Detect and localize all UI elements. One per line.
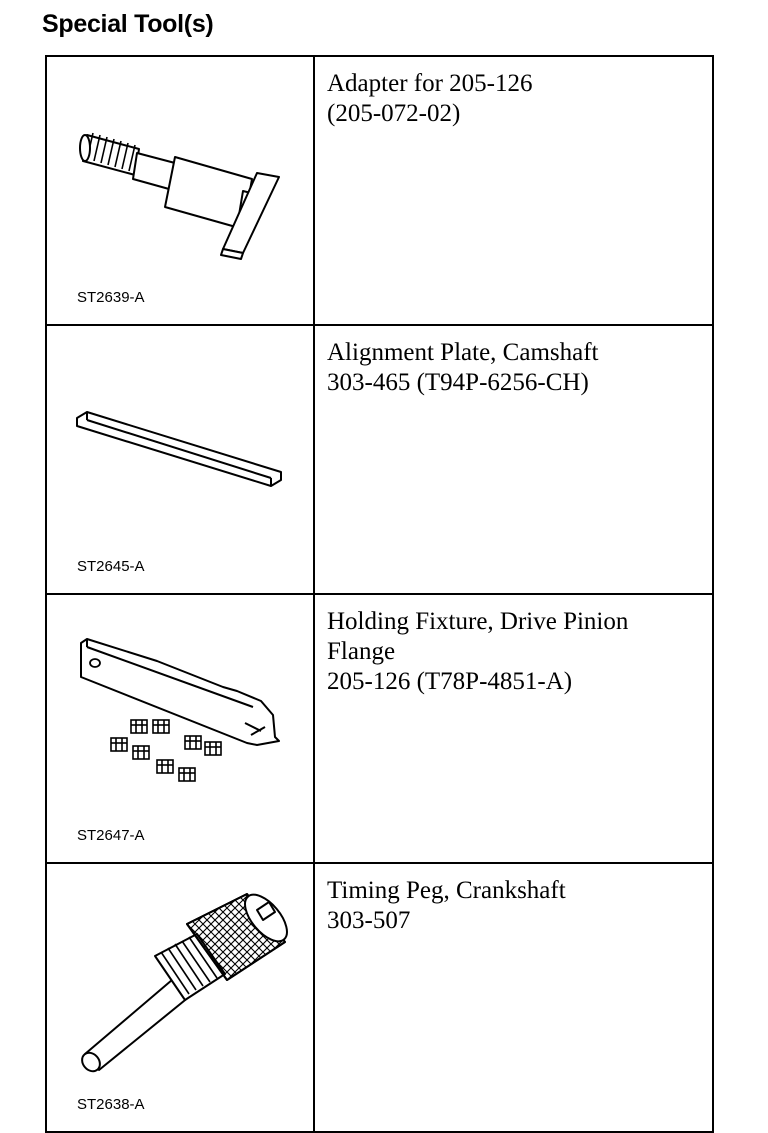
tool-description-cell <box>314 594 713 863</box>
tool-code: ST2647-A <box>77 827 145 844</box>
alignment-plate-icon <box>47 326 313 581</box>
table-row <box>46 325 713 594</box>
tool-image-cell <box>46 56 314 325</box>
threaded-adapter-icon <box>47 57 313 312</box>
tool-description-cell <box>314 56 713 325</box>
tool-description-cell <box>314 325 713 594</box>
holding-fixture-icon <box>47 595 313 850</box>
tool-image-cell <box>46 863 314 1132</box>
table-row <box>46 863 713 1132</box>
tool-code: ST2645-A <box>77 558 145 575</box>
tool-name: Timing Peg, Crankshaft <box>327 877 566 904</box>
tool-code: ST2638-A <box>77 1096 145 1113</box>
tool-name-continued: Flange <box>327 638 396 665</box>
tool-description-cell <box>314 863 713 1132</box>
tool-code: ST2639-A <box>77 289 145 306</box>
tool-name: Holding Fixture, Drive Pinion <box>327 608 629 635</box>
page-title: Special Tool(s) <box>42 10 214 38</box>
table-row <box>46 594 713 863</box>
tool-part-number: (205-072-02) <box>327 100 461 127</box>
tool-part-number: 205-126 (T78P-4851-A) <box>327 668 573 695</box>
tool-image-cell <box>46 325 314 594</box>
tool-part-number: 303-465 (T94P-6256-CH) <box>327 369 589 396</box>
tool-name: Alignment Plate, Camshaft <box>327 339 599 366</box>
special-tools-table <box>45 55 714 1133</box>
table-row <box>46 56 713 325</box>
tool-part-number: 303-507 <box>327 907 411 934</box>
tool-image-cell <box>46 594 314 863</box>
tool-name: Adapter for 205-126 <box>327 70 533 97</box>
timing-peg-icon <box>47 864 313 1119</box>
